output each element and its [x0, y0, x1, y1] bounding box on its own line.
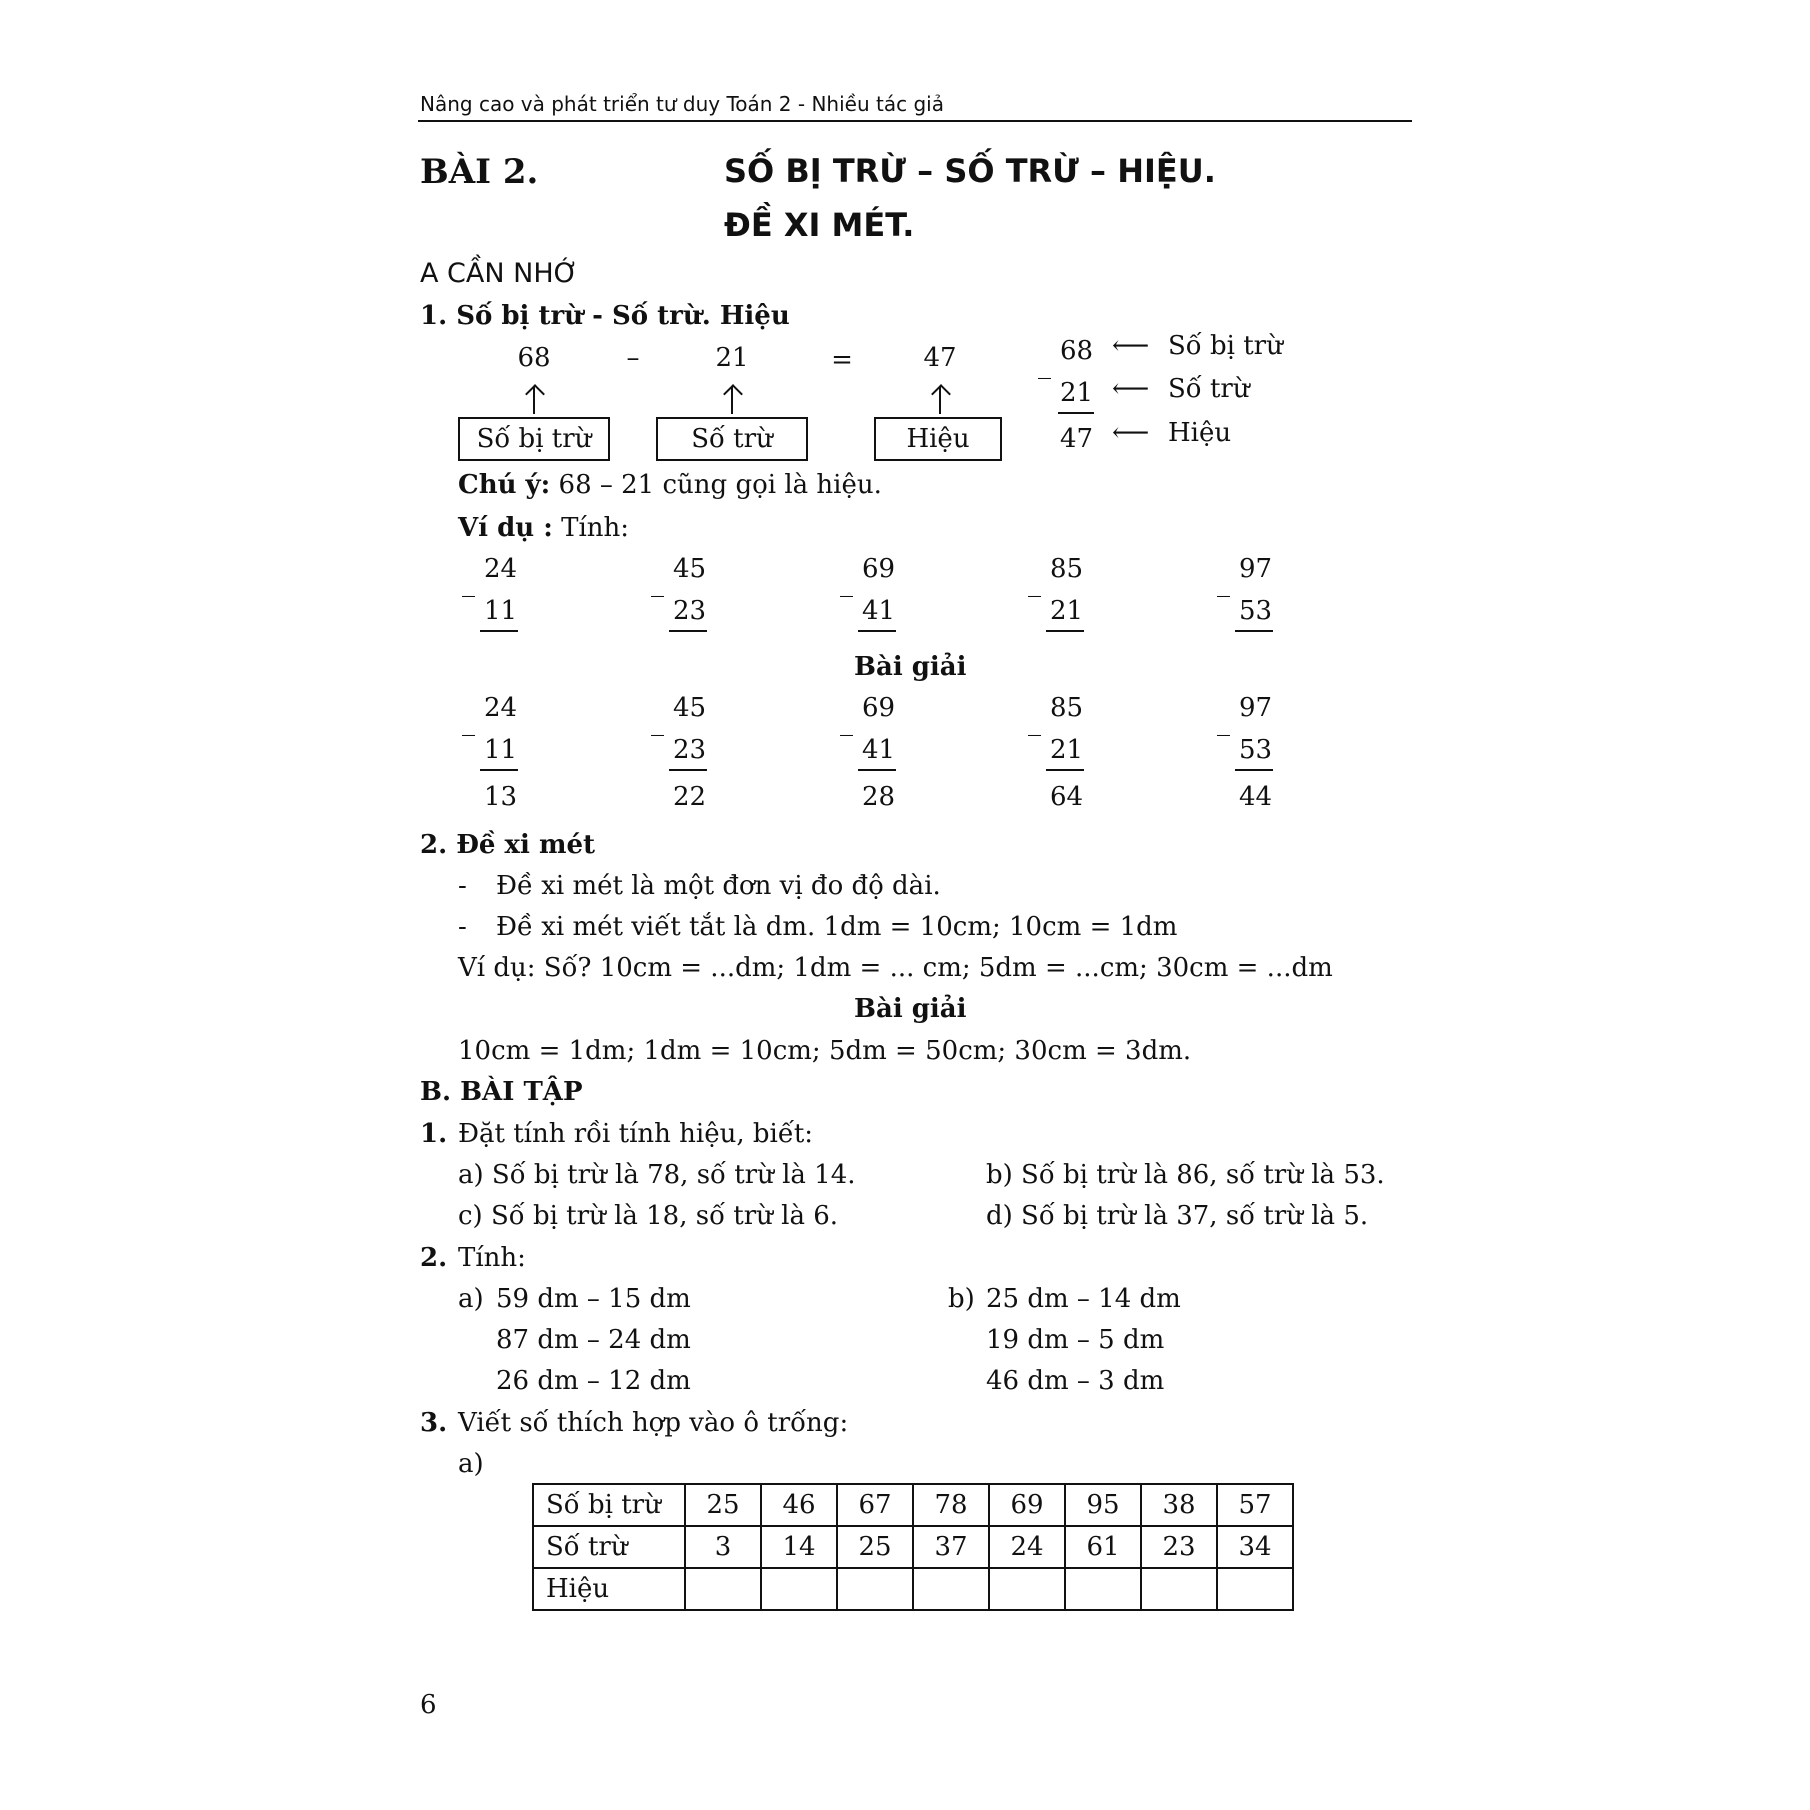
answer-cell[interactable] [761, 1568, 837, 1610]
vertical-minus-sign: _ [1038, 350, 1051, 380]
example-text: Tính: [561, 513, 630, 543]
note-label: Chú ý: [458, 470, 551, 500]
ex2-b-item: 25 dm – 14 dm [986, 1284, 1181, 1314]
eq-subtrahend: 21 [715, 343, 749, 373]
problem-top: 69 [862, 554, 896, 584]
vertical-minuend: 68 [1060, 336, 1094, 366]
answer-cell[interactable] [913, 1568, 989, 1610]
answer-cell[interactable] [1141, 1568, 1217, 1610]
ex2-b-item: 46 dm – 3 dm [986, 1366, 1165, 1396]
label-minuend: Số bị trừ [1168, 331, 1283, 361]
row-header-difference: Hiệu [533, 1568, 685, 1610]
problem-bottom: 53 [1239, 735, 1273, 765]
ex2-a-item: 59 dm – 15 dm [496, 1284, 691, 1314]
table-cell: 25 [685, 1484, 761, 1526]
problem-top: 24 [484, 554, 518, 584]
ex3-prompt: Viết số thích hợp vào ô trống: [458, 1408, 849, 1438]
answer-cell[interactable] [837, 1568, 913, 1610]
table-cell: 69 [989, 1484, 1065, 1526]
table-cell: 46 [761, 1484, 837, 1526]
table-cell: 34 [1217, 1526, 1293, 1568]
note-line [458, 472, 882, 498]
problem-top: 24 [484, 693, 518, 723]
table-cell: 25 [837, 1526, 913, 1568]
answer-cell[interactable] [685, 1568, 761, 1610]
vertical-underline [1058, 412, 1094, 414]
table-row [533, 1526, 1293, 1568]
problem-bottom: 41 [862, 735, 896, 765]
minuend-box: Số bị trừ [458, 417, 610, 461]
problem-bottom: 11 [484, 735, 518, 765]
answer-cell[interactable] [1217, 1568, 1293, 1610]
arrow-left-icon: ⟵ [1112, 418, 1150, 448]
running-header: Nâng cao và phát triển tư duy Toán 2 - Nhiều tác giả [420, 92, 944, 116]
table-cell: 37 [913, 1526, 989, 1568]
ex2-a-label: a) [458, 1284, 484, 1314]
ex1-prompt: Đặt tính rồi tính hiệu, biết: [458, 1119, 814, 1149]
bullet-text: Đề xi mét viết tắt là dm. 1dm = 10cm; 10cm = 1dm [496, 912, 1178, 942]
vertical-difference: 47 [1060, 424, 1094, 454]
table-cell: 38 [1141, 1484, 1217, 1526]
note-text: 68 – 21 cũng gọi là hiệu. [558, 470, 882, 500]
problem-result: 13 [484, 782, 518, 812]
arrow-left-icon: ⟵ [1112, 331, 1150, 361]
ex2-number: 2. [420, 1243, 448, 1273]
item2-heading: 2. Đề xi mét [420, 830, 596, 860]
problem-top: 45 [673, 554, 707, 584]
problem-top: 85 [1050, 554, 1084, 584]
lesson-title-line1: SỐ BỊ TRỪ – SỐ TRỪ – HIỆU. [724, 152, 1216, 190]
eq-difference: 47 [923, 343, 957, 373]
label-difference: Hiệu [1168, 418, 1232, 448]
ex2-a-item: 87 dm – 24 dm [496, 1325, 691, 1355]
page-number: 6 [420, 1690, 437, 1720]
example-label: Ví dụ : [458, 513, 553, 543]
table-row [533, 1568, 1293, 1610]
table-row [533, 1484, 1293, 1526]
problem-bottom: 53 [1239, 596, 1273, 626]
problem-top: 97 [1239, 693, 1273, 723]
problem-top: 69 [862, 693, 896, 723]
vertical-subtrahend: 21 [1060, 378, 1094, 408]
example-line [458, 515, 629, 541]
table-cell: 78 [913, 1484, 989, 1526]
bullet-dash: - [458, 871, 467, 901]
answer-cell[interactable] [989, 1568, 1065, 1610]
item2-solution-heading: Bài giải [854, 994, 967, 1024]
problem-bottom: 23 [673, 735, 707, 765]
table-cell: 3 [685, 1526, 761, 1568]
item2-solution: 10cm = 1dm; 1dm = 10cm; 5dm = 50cm; 30cm = 3dm. [458, 1036, 1192, 1066]
ex2-b-item: 19 dm – 5 dm [986, 1325, 1165, 1355]
problem-result: 64 [1050, 782, 1084, 812]
ex3-sub-label: a) [458, 1449, 484, 1479]
arrow-left-icon: ⟵ [1112, 374, 1150, 404]
lesson-title-line2: ĐỀ XI MÉT. [724, 206, 915, 244]
table-cell: 61 [1065, 1526, 1141, 1568]
section-a-heading: A CẦN NHỚ [420, 258, 579, 289]
problem-result: 28 [862, 782, 896, 812]
section-b-heading: B. BÀI TẬP [420, 1077, 583, 1107]
ex1-item-d: d) Số bị trừ là 37, số trừ là 5. [986, 1201, 1369, 1231]
ex2-a-item: 26 dm – 12 dm [496, 1366, 691, 1396]
header-rule [418, 120, 1412, 122]
ex2-prompt: Tính: [458, 1243, 526, 1273]
problem-top: 97 [1239, 554, 1273, 584]
problem-bottom: 23 [673, 596, 707, 626]
problem-bottom: 41 [862, 596, 896, 626]
answer-cell[interactable] [1065, 1568, 1141, 1610]
table-cell: 14 [761, 1526, 837, 1568]
ex1-number: 1. [420, 1119, 448, 1149]
eq-equals-sign: = [831, 345, 853, 375]
problem-bottom: 11 [484, 596, 518, 626]
table-cell: 95 [1065, 1484, 1141, 1526]
solution-heading: Bài giải [854, 652, 967, 682]
problem-bottom: 21 [1050, 735, 1084, 765]
subtrahend-box: Số trừ [656, 417, 808, 461]
problem-result: 44 [1239, 782, 1273, 812]
item1-heading: 1. Số bị trừ - Số trừ. Hiệu [420, 301, 790, 331]
difference-box: Hiệu [874, 417, 1002, 461]
bullet-text: Đề xi mét là một đơn vị đo độ dài. [496, 871, 941, 901]
bullet-dash: - [458, 912, 467, 942]
problem-bottom: 21 [1050, 596, 1084, 626]
problem-top: 85 [1050, 693, 1084, 723]
ex1-item-c: c) Số bị trừ là 18, số trừ là 6. [458, 1201, 839, 1231]
table-cell: 57 [1217, 1484, 1293, 1526]
ex2-b-label: b) [948, 1284, 975, 1314]
ex3-number: 3. [420, 1408, 448, 1438]
row-header-subtrahend: Số trừ [533, 1526, 685, 1568]
item2-example: Ví dụ: Số? 10cm = ...dm; 1dm = ... cm; 5dm = ...cm; 30cm = ...dm [458, 953, 1333, 983]
table-cell: 67 [837, 1484, 913, 1526]
ex1-item-a: a) Số bị trừ là 78, số trừ là 14. [458, 1160, 856, 1190]
problem-result: 22 [673, 782, 707, 812]
row-header-minuend: Số bị trừ [533, 1484, 685, 1526]
eq-minuend: 68 [517, 343, 551, 373]
problem-top: 45 [673, 693, 707, 723]
table-cell: 24 [989, 1526, 1065, 1568]
table-cell: 23 [1141, 1526, 1217, 1568]
lesson-label: BÀI 2. [420, 152, 539, 192]
eq-minus-sign: – [626, 343, 640, 373]
ex1-item-b: b) Số bị trừ là 86, số trừ là 53. [986, 1160, 1385, 1190]
ex3-table [532, 1483, 1294, 1611]
label-subtrahend: Số trừ [1168, 374, 1250, 404]
